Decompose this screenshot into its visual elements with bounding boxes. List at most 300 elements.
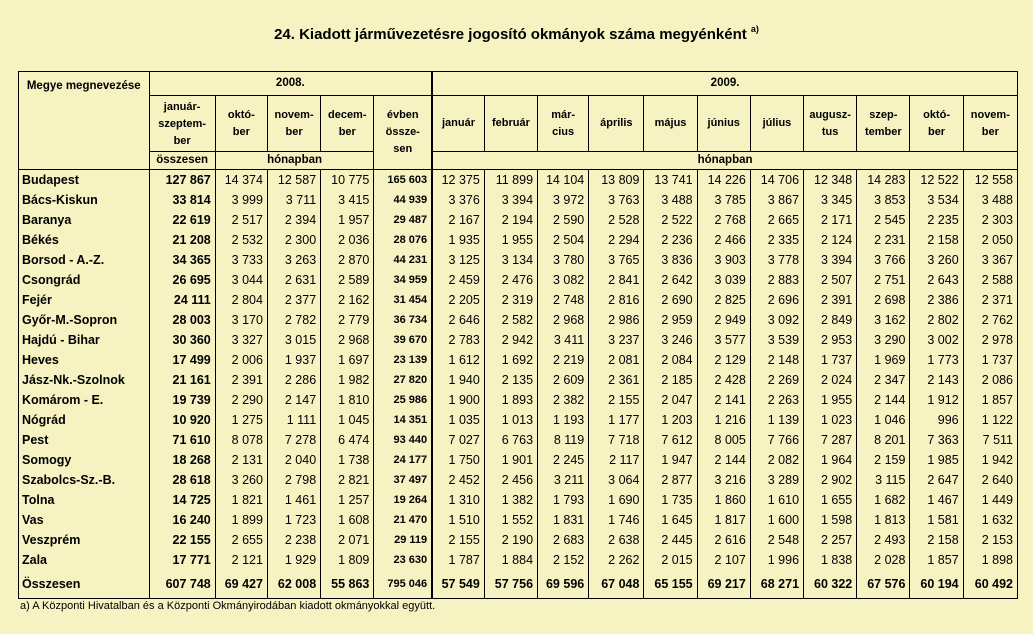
table-row [19,190,1018,210]
table-cell: 1 257 [321,490,374,510]
table-cell: 2 522 [644,210,697,230]
table-cell: 2 024 [804,370,857,390]
table-cell: 14 104 [538,170,589,191]
table-cell: 93 440 [374,430,432,450]
table-cell: 2 236 [644,230,697,250]
table-cell: 2 257 [804,530,857,550]
table-cell: 2 589 [321,270,374,290]
county-name: Nógrád [19,410,150,430]
table-cell: 22 619 [149,210,215,230]
table-cell: 12 587 [267,170,320,191]
county-name: Összesen [19,570,150,599]
table-cell: 1 013 [484,410,537,430]
table-cell: 3 216 [697,470,750,490]
table-cell: 2 445 [644,530,697,550]
table-cell: 67 576 [857,570,910,599]
table-cell: 11 899 [484,170,537,191]
table-cell: 2 877 [644,470,697,490]
table-cell: 2 821 [321,470,374,490]
table-cell: 24 111 [149,290,215,310]
table-cell: 36 734 [374,310,432,330]
table-row [19,550,1018,570]
table-cell: 3 044 [215,270,267,290]
table-cell: 1 773 [910,350,963,370]
table-cell: 16 240 [149,510,215,530]
table-cell: 2 082 [750,450,803,470]
table-cell: 1 598 [804,510,857,530]
table-cell: 3 289 [750,470,803,490]
table-cell: 2 902 [804,470,857,490]
table-cell: 3 367 [963,250,1017,270]
table-row [19,370,1018,390]
table-cell: 29 119 [374,530,432,550]
table-cell: 2 428 [697,370,750,390]
table-cell: 1 955 [484,230,537,250]
county-name: Vas [19,510,150,530]
table-cell: 14 226 [697,170,750,191]
table-cell: 13 809 [589,170,644,191]
col-osszesen: összesen [149,152,215,170]
table-cell: 2 286 [267,370,320,390]
table-cell: 3 162 [857,310,910,330]
table-cell: 39 670 [374,330,432,350]
table-cell: 1 203 [644,410,697,430]
table-cell: 2 107 [697,550,750,570]
table-cell: 3 064 [589,470,644,490]
table-cell: 1 817 [697,510,750,530]
table-cell: 3 082 [538,270,589,290]
table-cell: 2 986 [589,310,644,330]
table-cell: 1 737 [963,350,1017,370]
table-cell: 26 695 [149,270,215,290]
table-cell: 17 771 [149,550,215,570]
table-cell: 2 665 [750,210,803,230]
table-cell: 69 427 [215,570,267,599]
table-cell: 2 171 [804,210,857,230]
table-cell: 2 638 [589,530,644,550]
table-cell: 3 763 [589,190,644,210]
table-cell: 2 263 [750,390,803,410]
table-cell: 2 040 [267,450,320,470]
table-cell: 2 290 [215,390,267,410]
table-cell: 1 793 [538,490,589,510]
table-cell: 1 552 [484,510,537,530]
table-cell: 2 231 [857,230,910,250]
table-cell: 1 813 [857,510,910,530]
table-cell: 6 474 [321,430,374,450]
table-cell: 57 756 [484,570,537,599]
county-name: Baranya [19,210,150,230]
table-cell: 2 162 [321,290,374,310]
table-cell: 1 787 [432,550,484,570]
table-cell: 1 935 [432,230,484,250]
table-cell: 2 825 [697,290,750,310]
table-cell: 2 548 [750,530,803,550]
table-cell: 1 857 [910,550,963,570]
table-row [19,490,1018,510]
table-cell: 60 194 [910,570,963,599]
table-cell: 2 466 [697,230,750,250]
col-jan-sep: január- szeptem- ber [149,96,215,152]
col-evben: évben össze- sen [374,96,432,170]
table-cell: 3 327 [215,330,267,350]
table-cell: 1 899 [215,510,267,530]
table-cell: 2 135 [484,370,537,390]
table-cell: 165 603 [374,170,432,191]
table-cell: 1 600 [750,510,803,530]
table-cell: 2 148 [750,350,803,370]
table-row [19,350,1018,370]
table-cell: 2 978 [963,330,1017,350]
table-cell: 2 159 [857,450,910,470]
table-cell: 2 028 [857,550,910,570]
table-cell: 1 898 [963,550,1017,570]
table-cell: 8 005 [697,430,750,450]
table-cell: 2 117 [589,450,644,470]
table-cell: 2 968 [321,330,374,350]
table-cell: 2 081 [589,350,644,370]
table-cell: 1 467 [910,490,963,510]
table-cell: 3 092 [750,310,803,330]
county-name: Fejér [19,290,150,310]
table-cell: 14 725 [149,490,215,510]
table-cell: 2 047 [644,390,697,410]
table-cell: 10 920 [149,410,215,430]
table-cell: 2 532 [215,230,267,250]
table-cell: 2 167 [432,210,484,230]
table-cell: 31 454 [374,290,432,310]
table-cell: 2 953 [804,330,857,350]
table-cell: 2 371 [963,290,1017,310]
table-cell: 1 746 [589,510,644,530]
table-cell: 2 748 [538,290,589,310]
table-cell: 2 968 [538,310,589,330]
table-cell: 3 765 [589,250,644,270]
table-cell: 21 470 [374,510,432,530]
table-cell: 29 487 [374,210,432,230]
table-cell: 3 394 [804,250,857,270]
honapban-2009: hónapban [432,152,1017,170]
table-cell: 3 237 [589,330,644,350]
table-cell: 1 969 [857,350,910,370]
table-cell: 22 155 [149,530,215,550]
table-cell: 2 050 [963,230,1017,250]
table-cell: 1 735 [644,490,697,510]
table-row [19,270,1018,290]
table-cell: 2 959 [644,310,697,330]
table-cell: 1 901 [484,450,537,470]
table-cell: 1 610 [750,490,803,510]
col-month-2009: szep- tember [857,96,910,152]
table-cell: 3 246 [644,330,697,350]
table-cell: 2 849 [804,310,857,330]
table-cell: 2 870 [321,250,374,270]
county-col-header: Megye megnevezése [19,72,150,170]
table-cell: 30 360 [149,330,215,350]
table-cell: 2 528 [589,210,644,230]
col-okt-2008: októ- ber [215,96,267,152]
table-cell: 1 912 [910,390,963,410]
county-name: Pest [19,430,150,450]
table-cell: 2 185 [644,370,697,390]
table-cell: 3 534 [910,190,963,210]
table-cell: 3 853 [857,190,910,210]
table-cell: 3 733 [215,250,267,270]
table-cell: 2 751 [857,270,910,290]
title-text: 24. Kiadott járművezetésre jogosító okmányok száma megyénként [274,26,747,43]
table-cell: 1 810 [321,390,374,410]
table-cell: 607 748 [149,570,215,599]
table-cell: 2 459 [432,270,484,290]
table-title [0,26,1033,43]
honapban-2008: hónapban [215,152,374,170]
table-cell: 3 999 [215,190,267,210]
year-2009-header: 2009. [432,72,1017,96]
table-row [19,310,1018,330]
table-cell: 14 351 [374,410,432,430]
table-cell: 2 300 [267,230,320,250]
col-month-2009: május [644,96,697,152]
table-cell: 2 816 [589,290,644,310]
table-cell: 2 616 [697,530,750,550]
table-cell: 1 957 [321,210,374,230]
table-cell: 2 452 [432,470,484,490]
table-cell: 3 260 [910,250,963,270]
table-cell: 2 690 [644,290,697,310]
table-cell: 1 216 [697,410,750,430]
table-cell: 1 738 [321,450,374,470]
col-nov-2008: novem- ber [267,96,320,152]
table-cell: 8 201 [857,430,910,450]
table-cell: 2 269 [750,370,803,390]
table-cell: 3 785 [697,190,750,210]
table-cell: 2 504 [538,230,589,250]
col-month-2009: április [589,96,644,152]
table-cell: 18 268 [149,450,215,470]
table-cell: 60 492 [963,570,1017,599]
table-cell: 2 086 [963,370,1017,390]
table-cell: 2 347 [857,370,910,390]
table-row [19,450,1018,470]
table-row [19,250,1018,270]
table-cell: 3 125 [432,250,484,270]
table-cell: 2 335 [750,230,803,250]
table-cell: 23 139 [374,350,432,370]
table-cell: 3 394 [484,190,537,210]
table-cell: 1 964 [804,450,857,470]
table-cell: 7 278 [267,430,320,450]
table-cell: 44 231 [374,250,432,270]
table-cell: 1 857 [963,390,1017,410]
table-cell: 1 023 [804,410,857,430]
table-cell: 2 582 [484,310,537,330]
table-cell: 65 155 [644,570,697,599]
table-cell: 3 778 [750,250,803,270]
table-cell: 2 391 [804,290,857,310]
table-cell: 24 177 [374,450,432,470]
table-cell: 7 511 [963,430,1017,450]
table-cell: 2 841 [589,270,644,290]
table-cell: 1 737 [804,350,857,370]
table-cell: 12 558 [963,170,1017,191]
total-row [19,570,1018,599]
table-cell: 1 632 [963,510,1017,530]
county-name: Somogy [19,450,150,470]
table-cell: 2 779 [321,310,374,330]
table-cell: 2 386 [910,290,963,310]
table-cell: 2 609 [538,370,589,390]
table-cell: 2 303 [963,210,1017,230]
table-cell: 1 139 [750,410,803,430]
table-cell: 1 985 [910,450,963,470]
table-cell: 1 581 [910,510,963,530]
table-cell: 1 942 [963,450,1017,470]
footnote: a) A Központi Hivatalban és a Központi Okmányirodában kiadott okmányokkal együtt. [20,600,436,612]
table-cell: 7 766 [750,430,803,450]
table-cell: 2 238 [267,530,320,550]
table-cell: 2 590 [538,210,589,230]
table-cell: 2 219 [538,350,589,370]
table-cell: 2 382 [538,390,589,410]
table-cell: 2 121 [215,550,267,570]
table-cell: 1 929 [267,550,320,570]
table-cell: 1 937 [267,350,320,370]
table-cell: 62 008 [267,570,320,599]
table-cell: 1 996 [750,550,803,570]
table-cell: 7 612 [644,430,697,450]
table-cell: 21 208 [149,230,215,250]
table-cell: 2 696 [750,290,803,310]
table-cell: 2 153 [963,530,1017,550]
table-cell: 2 476 [484,270,537,290]
table-row [19,430,1018,450]
table-cell: 2 205 [432,290,484,310]
table-cell: 2 804 [215,290,267,310]
county-name: Hajdú - Bihar [19,330,150,350]
table-cell: 3 260 [215,470,267,490]
county-name: Csongrád [19,270,150,290]
table-cell: 28 618 [149,470,215,490]
table-cell: 2 883 [750,270,803,290]
table-cell: 2 762 [963,310,1017,330]
table-cell: 1 723 [267,510,320,530]
table-cell: 3 015 [267,330,320,350]
table-cell: 2 698 [857,290,910,310]
table-cell: 1 645 [644,510,697,530]
county-name: Budapest [19,170,150,191]
table-cell: 28 076 [374,230,432,250]
county-name: Jász-Nk.-Szolnok [19,370,150,390]
table-cell: 1 449 [963,490,1017,510]
table-cell: 3 290 [857,330,910,350]
table-cell: 3 002 [910,330,963,350]
table-row [19,170,1018,191]
table-cell: 2 394 [267,210,320,230]
table-cell: 1 692 [484,350,537,370]
table-cell: 2 517 [215,210,267,230]
table-cell: 2 015 [644,550,697,570]
table-cell: 7 363 [910,430,963,450]
table-cell: 3 780 [538,250,589,270]
table-cell: 2 006 [215,350,267,370]
table-cell: 2 294 [589,230,644,250]
table-cell: 1 690 [589,490,644,510]
table-cell: 1 955 [804,390,857,410]
table-cell: 1 982 [321,370,374,390]
table-cell: 2 155 [432,530,484,550]
table-cell: 2 456 [484,470,537,490]
table-cell: 19 739 [149,390,215,410]
table-cell: 1 045 [321,410,374,430]
table-cell: 2 235 [910,210,963,230]
table-cell: 1 177 [589,410,644,430]
table-cell: 1 655 [804,490,857,510]
table-row [19,390,1018,410]
table-cell: 3 415 [321,190,374,210]
table-row [19,210,1018,230]
table-cell: 2 545 [857,210,910,230]
table-cell: 2 036 [321,230,374,250]
table-cell: 3 345 [804,190,857,210]
table-cell: 14 283 [857,170,910,191]
table-cell: 1 831 [538,510,589,530]
table-cell: 2 319 [484,290,537,310]
table-cell: 2 782 [267,310,320,330]
table-cell: 2 144 [697,450,750,470]
county-name: Bács-Kiskun [19,190,150,210]
table-cell: 2 262 [589,550,644,570]
table-cell: 67 048 [589,570,644,599]
table-cell: 2 640 [963,470,1017,490]
table-cell: 2 131 [215,450,267,470]
table-row [19,290,1018,310]
table-cell: 3 411 [538,330,589,350]
table-cell: 2 493 [857,530,910,550]
table-row [19,330,1018,350]
table-cell: 2 783 [432,330,484,350]
table-cell: 2 152 [538,550,589,570]
table-cell: 127 867 [149,170,215,191]
table-cell: 3 263 [267,250,320,270]
table-cell: 2 802 [910,310,963,330]
table-cell: 3 039 [697,270,750,290]
table-row [19,230,1018,250]
table-cell: 1 682 [857,490,910,510]
table-cell: 2 642 [644,270,697,290]
col-month-2009: január [432,96,484,152]
table-cell: 1 382 [484,490,537,510]
table-cell: 69 596 [538,570,589,599]
table-cell: 12 348 [804,170,857,191]
table-cell: 25 986 [374,390,432,410]
county-name: Szabolcs-Sz.-B. [19,470,150,490]
table-cell: 3 577 [697,330,750,350]
table-cell: 1 035 [432,410,484,430]
table-cell: 2 071 [321,530,374,550]
table-cell: 1 809 [321,550,374,570]
table-cell: 23 630 [374,550,432,570]
table-cell: 1 860 [697,490,750,510]
table-cell: 1 275 [215,410,267,430]
table-cell: 2 084 [644,350,697,370]
table-cell: 6 763 [484,430,537,450]
table-cell: 3 867 [750,190,803,210]
col-month-2009: június [697,96,750,152]
table-cell: 3 766 [857,250,910,270]
table-cell: 2 377 [267,290,320,310]
table-cell: 2 194 [484,210,537,230]
table-cell: 8 078 [215,430,267,450]
